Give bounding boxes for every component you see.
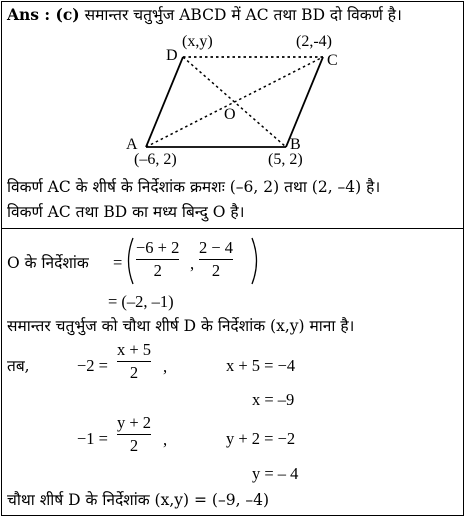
y-midpoint-fraction — [199, 238, 233, 281]
answer-label: Ans : (c) — [7, 5, 80, 24]
right-paren — [252, 238, 257, 284]
vertex-B-label: B — [290, 136, 301, 153]
final-answer: चौथा शीर्ष D के निर्देशांक (x,y) = (–9, –4) — [7, 491, 270, 509]
o-result: = (–2, –1) — [108, 292, 174, 311]
eq2-numerator: y + 2 — [117, 413, 152, 432]
vertex-D-coord: (x,y) — [182, 33, 213, 50]
fraction-bar — [136, 259, 179, 260]
x-fraction-numerator: −6 + 2 — [136, 238, 180, 257]
left-paren — [129, 238, 134, 284]
fraction-bar — [199, 259, 233, 260]
eq2-denominator: 2 — [129, 436, 139, 455]
assumption-text: समान्तर चतुर्भुज को चौथा शीर्ष D के निर्देशांक (x,y) माना है। — [7, 317, 355, 335]
midpoint-O-label: O — [224, 106, 236, 123]
eq2-lhs: −1 = — [77, 429, 108, 448]
vertex-C-coord: (2,-4) — [296, 33, 332, 50]
problem-statement: समान्तर चतुर्भुज ABCD में AC तथा BD दो विकर्ण है। — [84, 6, 402, 24]
eq2-comma: , — [163, 430, 168, 449]
eq1-denominator: 2 — [129, 363, 139, 382]
eq2-fraction — [117, 413, 151, 456]
eq2-right: y + 2 = −2 — [226, 429, 296, 448]
vertex-A-label: A — [126, 136, 138, 153]
equals-sign: = — [113, 253, 123, 272]
then-label: तब, — [7, 357, 30, 375]
eq1-fraction — [117, 340, 151, 383]
o-coords-label: O के निर्देशांक — [7, 254, 89, 272]
eq1-comma: , — [163, 357, 168, 376]
x-result: x = –9 — [252, 390, 295, 409]
vertex-A-coord: (–6, 2) — [134, 151, 177, 168]
y-fraction-denominator: 2 — [211, 261, 221, 280]
fraction-bar — [117, 434, 151, 435]
vertex-C-label: C — [327, 52, 338, 69]
y-result: y = – 4 — [252, 464, 299, 483]
y-fraction-numerator: 2 − 4 — [199, 238, 234, 257]
vertex-B-coord: (5, 2) — [268, 151, 303, 168]
eq1-right: x + 5 = −4 — [226, 356, 296, 375]
eq1-numerator: x + 5 — [117, 340, 152, 359]
fraction-bar — [117, 361, 151, 362]
eq1-lhs: −2 = — [77, 356, 108, 375]
x-fraction-denominator: 2 — [153, 261, 162, 280]
diagonal-vertices-text: विकर्ण AC के शीर्ष के निर्देशांक क्रमशः (–6, 2) तथा (2, –4) है। — [7, 178, 381, 196]
midpoint-text: विकर्ण AC तथा BD का मध्य बिन्दु O है। — [7, 203, 245, 221]
x-midpoint-fraction — [136, 238, 179, 281]
vertex-D-label: D — [166, 47, 178, 64]
fraction-comma: , — [190, 254, 195, 273]
